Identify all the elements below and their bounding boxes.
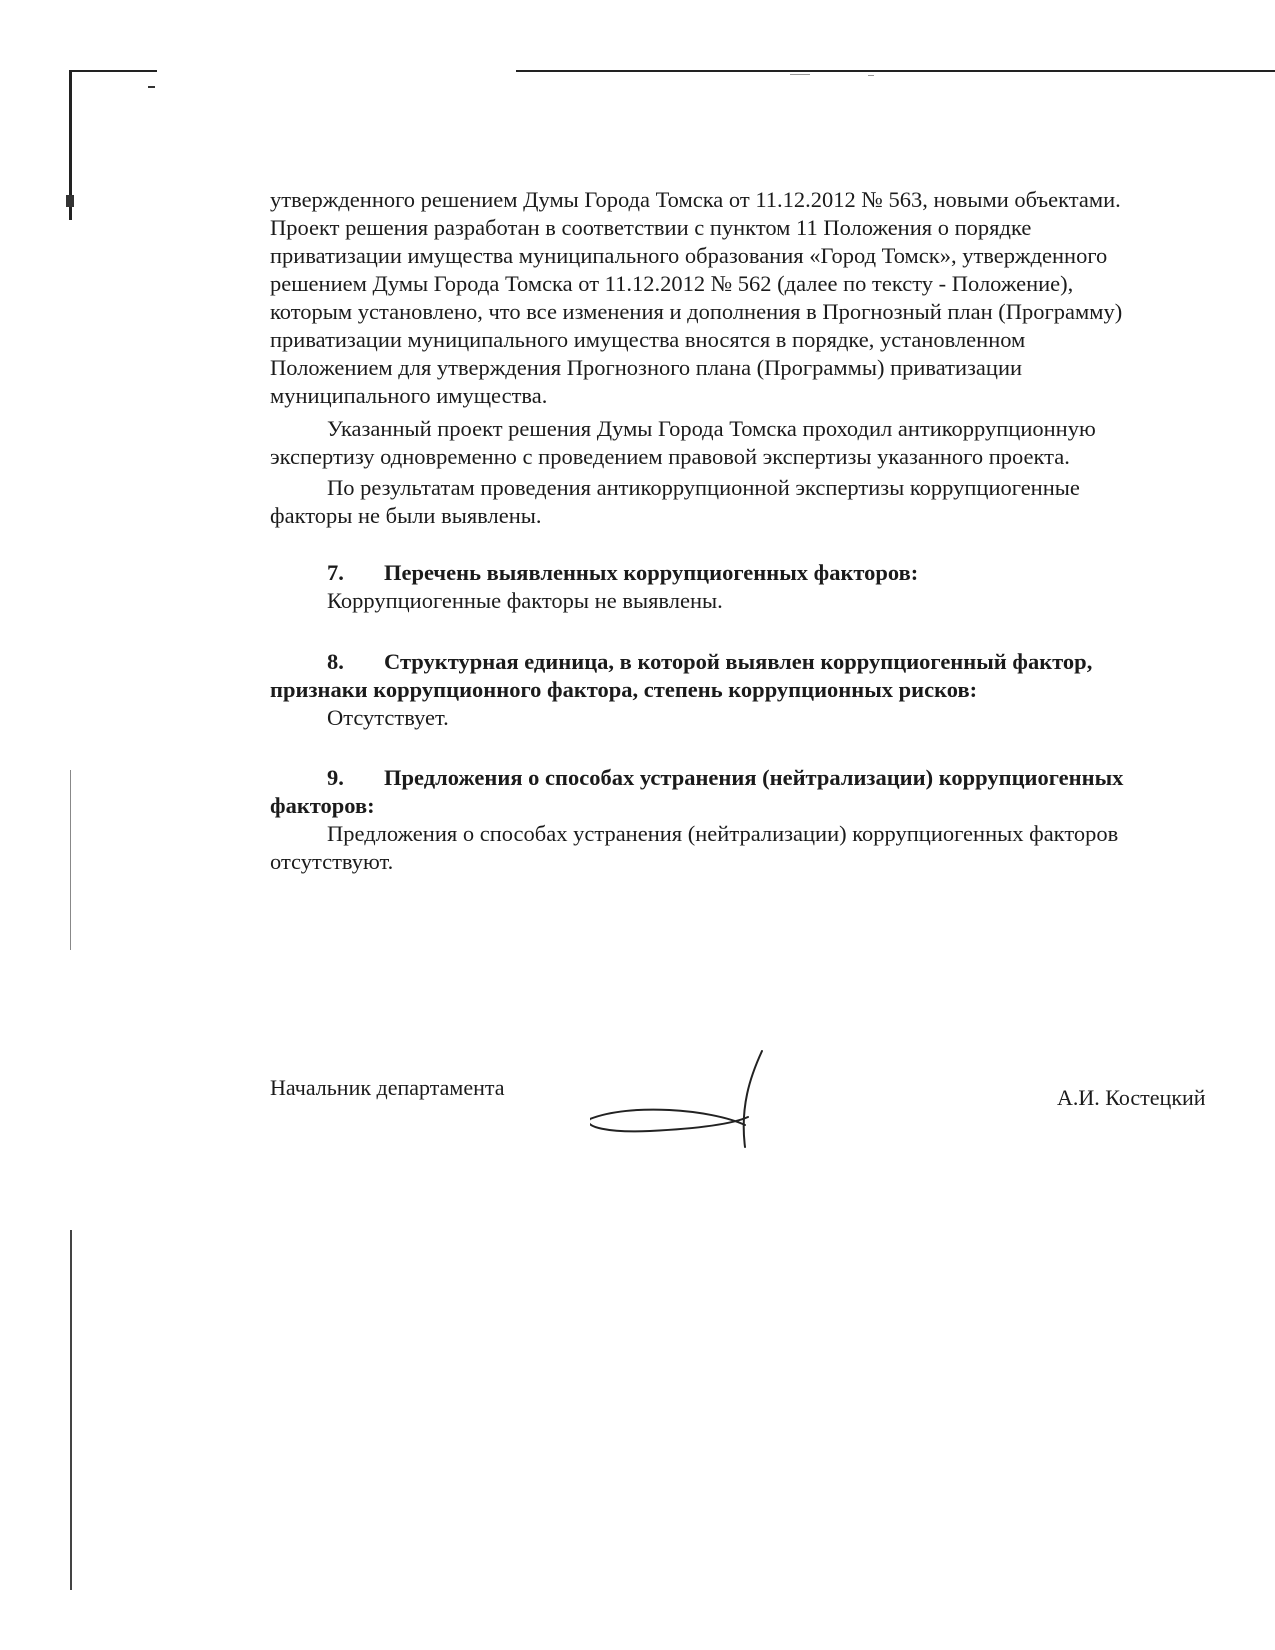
section-9 (270, 764, 1275, 876)
text-line: которым установлено, что все изменения и дополнения в Прогнозный план (Программу) (270, 299, 1123, 324)
text-line: муниципального имущества. (270, 383, 548, 408)
scan-border-corner (69, 70, 157, 72)
section-text: Отсутствует. (327, 705, 449, 730)
section-heading (270, 559, 1275, 587)
section-number: 8. (327, 649, 344, 674)
signatory-name: А.И. Костецкий (1057, 1085, 1206, 1110)
document-page (270, 0, 1275, 1650)
text-line: Проект решения разработан в соответствии с пунктом 11 Положения о порядке (270, 215, 1032, 240)
body-paragraph-3 (270, 474, 1275, 530)
text-line: факторы не были выявлены. (270, 503, 542, 528)
section-heading-continued: признаки коррупционного фактора, степень коррупционных рисков: (270, 677, 978, 702)
scan-border-left-faint (70, 770, 71, 950)
signatory-position: Начальник департамента (270, 1075, 505, 1100)
section-heading-continued: факторов: (270, 793, 375, 818)
section-text: Коррупциогенные факторы не выявлены. (327, 588, 723, 613)
section-8 (270, 648, 1275, 732)
section-heading (270, 764, 1275, 792)
text-line: экспертизу одновременно с проведением правовой экспертизы указанного проекта. (270, 444, 1070, 469)
scan-speck (148, 86, 155, 88)
scan-border-left-lower (70, 1230, 72, 1590)
section-7 (270, 559, 1275, 615)
section-heading-text: Структурная единица, в которой выявлен коррупциогенный фактор, (384, 649, 1093, 674)
scan-speck (66, 195, 74, 207)
handwritten-signature (590, 1047, 790, 1157)
section-heading-text: Предложения о способах устранения (нейтрализации) коррупциогенных (384, 765, 1124, 790)
section-number: 9. (327, 765, 344, 790)
text-line: приватизации имущества муниципального образования «Город Томск», утвержденного (270, 243, 1108, 268)
text-line: приватизации муниципального имущества вносятся в порядке, установленном (270, 327, 1026, 352)
signature-block (270, 1065, 1230, 1165)
section-text: Предложения о способах устранения (нейтрализации) коррупциогенных факторов (327, 821, 1119, 846)
text-line: утвержденного решением Думы Города Томска от 11.12.2012 № 563, новыми объектами. (270, 187, 1121, 212)
text-line: решением Думы Города Томска от 11.12.2012 № 562 (далее по тексту - Положение), (270, 271, 1074, 296)
text-line: По результатам проведения антикоррупционной экспертизы коррупциогенные (327, 475, 1080, 500)
body-paragraph-1 (270, 186, 1275, 410)
section-heading-text: Перечень выявленных коррупциогенных факторов: (384, 560, 919, 585)
body-paragraph-2 (270, 415, 1275, 471)
text-line: Положением для утверждения Прогнозного плана (Программы) приватизации (270, 355, 1023, 380)
text-line: Указанный проект решения Думы Города Томска проходил антикоррупционную (327, 416, 1096, 441)
section-text-continued: отсутствуют. (270, 849, 394, 874)
section-number: 7. (327, 560, 344, 585)
section-heading (270, 648, 1275, 676)
